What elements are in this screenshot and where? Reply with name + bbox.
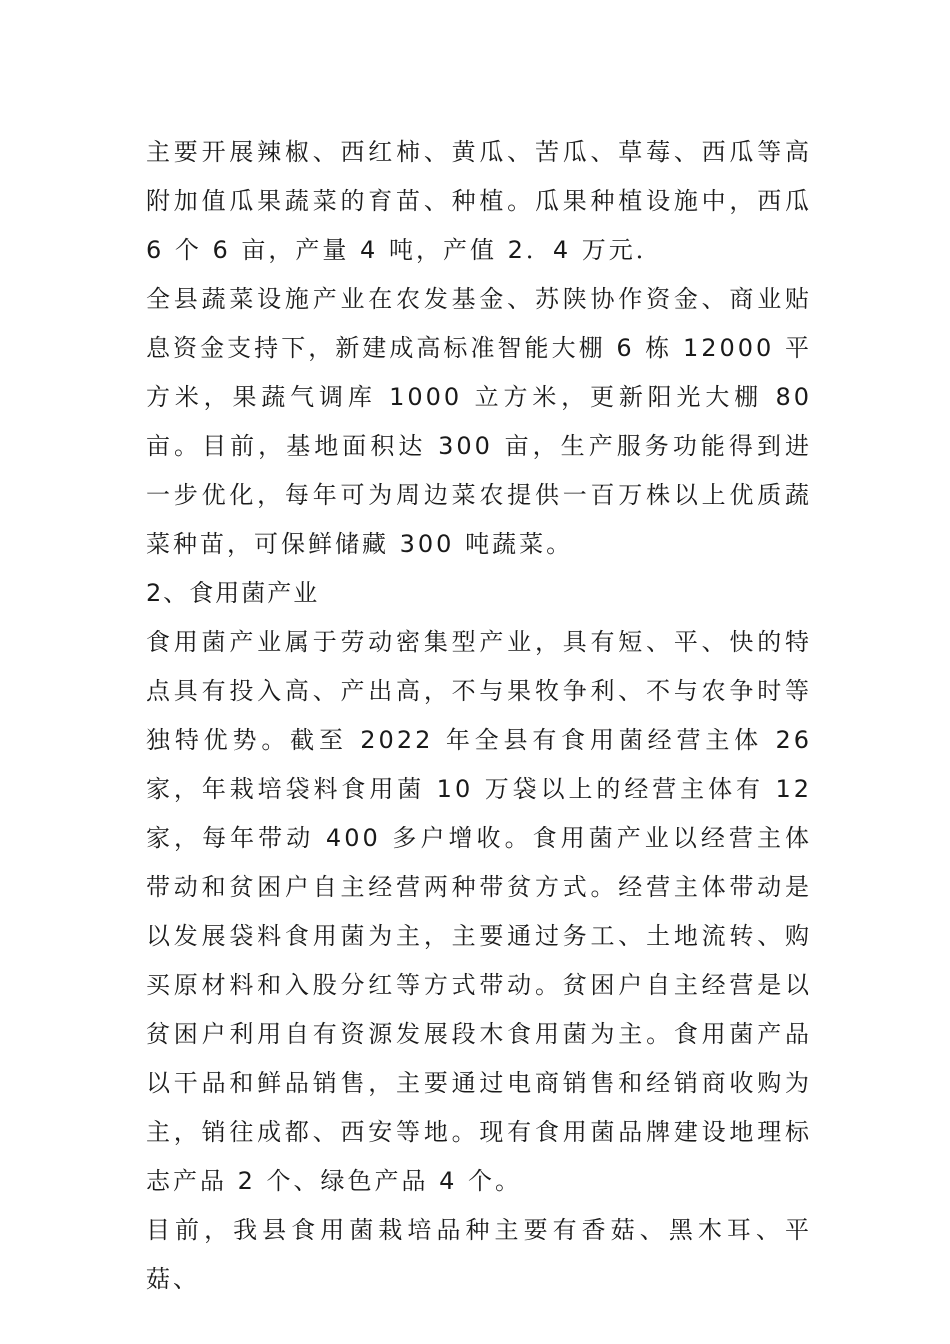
paragraph-edible-fungi-industry: 食用菌产业属于劳动密集型产业，具有短、平、快的特点具有投入高、产出高，不与果牧争利、不与农争时等独特优势。截至 2022 年全县有食用菌经营主体 26 家，年栽培袋料食用菌 10 万袋以上的经营主体有 12 家，每年带动 400 多户增收。食用菌产业以经营主体带动和贫困户自主经营两种带贫方式。经营主体带动是以发展袋料食用菌为主，主要通过务工、土地流转、购买原材料和入股分红等方式带动。贫困户自主经营是以贫困户利用自有资源发展段木食用菌为主。食用菌产品以干品和鲜品销售，主要通过电商销售和经销商收购为主，销往成都、西安等地。现有食用菌品牌建设地理标志产品 2 个、绿色产品 4 个。 xyxy=(146,628,812,1195)
section-heading-edible-fungi: 2、食用菌产业 xyxy=(146,579,320,607)
paragraph-vegetable-facilities: 全县蔬菜设施产业在农发基金、苏陕协作资金、商业贴息资金支持下，新建成高标准智能大棚 6 栋 12000 平方米，果蔬气调库 1000 立方米，更新阳光大棚 80 亩。目前，基地面积达 300 亩，生产服务功能得到进一步优化，每年可为周边菜农提供一百万株以上优质蔬菜种苗，可保鲜储藏 300 吨蔬菜。 xyxy=(146,285,812,558)
paragraph-vegetable-crops: 主要开展辣椒、西红柿、黄瓜、苦瓜、草莓、西瓜等高附加值瓜果蔬菜的育苗、种植。瓜果种植设施中，西瓜 6 个 6 亩，产量 4 吨，产值 2．4 万元． xyxy=(146,138,812,264)
paragraph-edible-fungi-varieties: 目前，我县食用菌栽培品种主要有香菇、黑木耳、平菇、 xyxy=(146,1216,812,1293)
document-body xyxy=(146,128,812,1304)
